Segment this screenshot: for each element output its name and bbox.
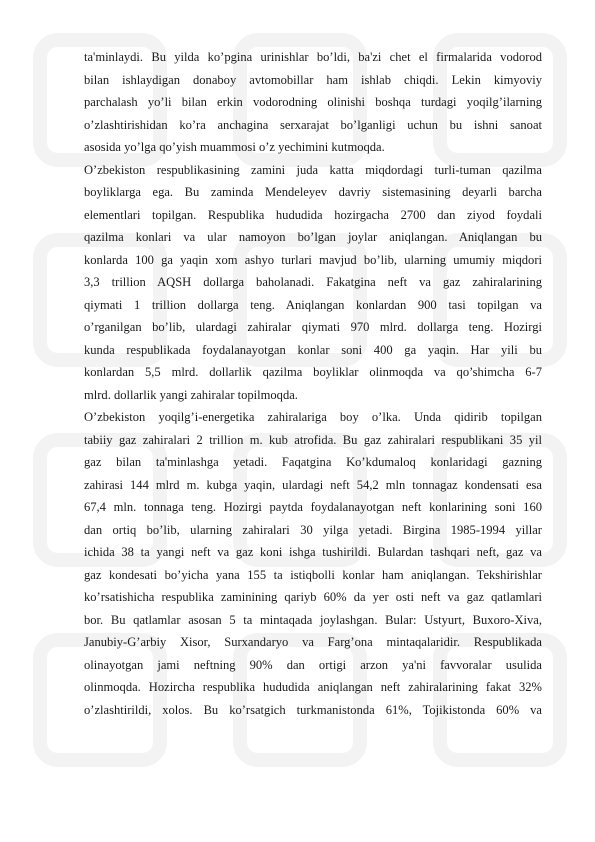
text-line: elementlari topilgan. Respublika hududida hozirgacha 2700 dan ziyod foydali — [84, 207, 542, 222]
text-line: ichida 38 ta yangi neft va gaz koni ishga tushirildi. Bulardan tashqari neft, gaz va — [84, 545, 542, 559]
text-line: O’zbekiston respublikasining zamini juda katta miqdordagi turli-tuman qazilma — [84, 162, 542, 177]
text-line: kunda respublikada foydalanayotgan konlar soni 400 ga yaqin. Har yili bu — [84, 342, 542, 357]
text-line: o’zlashtirildi, xolos. Bu ko’rsatgich turkmanistonda 61%, Tojikistonda 60% va — [84, 702, 542, 717]
text-line: gaz bilan ta'minlashga yetadi. Faqatgina Ko’kdumaloq konlaridagi gazning — [84, 455, 542, 469]
text-line: gaz kondesati bo’yicha yana 155 ta istiqbolli konlar ham aniqlangan. Tekshirishlar — [84, 567, 542, 582]
text-line: parchalash yo’li bilan erkin vodorodning olinishi boshqa turdagi yoqilg’ilarning — [84, 95, 542, 109]
text-line: qazilma konlari va ular namoyon bo’lgan joylar aniqlangan. Aniqlangan bu — [84, 230, 542, 244]
text-line: o’zlashtirishidan ko’ra anchagina serxarajat bo’lganligi uchun bu ishni sanoat — [84, 117, 542, 132]
text-line: boyliklarga ega. Bu zaminda Mendeleyev davriy sistemasining deyarli barcha — [84, 185, 542, 199]
text-line: Janubiy-G’arbiy Xisor, Surxandaryo va Farg’ona mintaqalaridir. Respublikada — [84, 635, 542, 649]
text-line: qiymati 1 trillion dollarga teng. Aniqlangan konlardan 900 tasi topilgan va — [84, 297, 542, 312]
text-line: 67,4 mln. tonnaga teng. Hozirgi paytda foydalanayotgan neft konlarining soni 160 — [84, 500, 542, 514]
text-line: 3,3 trillion AQSH dollarga baholanadi. Fakatgina neft va gaz zahiralarining — [84, 275, 542, 289]
document-body — [84, 46, 542, 721]
text-line: bor. Bu qatlamlar asosan 5 ta mintaqada joylashgan. Bular: Ustyurt, Buxoro-Xiva, — [84, 612, 542, 627]
text-line: asosida yo’lga qo’yish muammosi o’z yechimini kutmoqda. — [84, 140, 385, 154]
text-line: zahirasi 144 mlrd m. kubga yaqin, ulardagi neft 54,2 mln tonnagaz kondensati esa — [84, 477, 542, 492]
text-line: O’zbekiston yoqilg’i-energetika zahiralariga boy o’lka. Unda qidirib topilgan — [84, 410, 542, 424]
text-line: mlrd. dollarlik yangi zahiralar topilmoqda. — [84, 387, 298, 402]
text-line: olinayotgan jami neftning 90% dan ortigi arzon ya'ni favvoralar usulida — [84, 657, 542, 672]
text-line: dan ortiq bo’lib, ularning zahiralari 30 yilga yetadi. Birgina 1985-1994 yillar — [84, 522, 542, 537]
text-line: o’rganilgan bo’lib, ulardagi zahiralar qiymati 970 mlrd. dollarga teng. Hozirgi — [84, 320, 542, 334]
text-line: tabiiy gaz zahiralari 2 trillion m. kub atrofida. Bu gaz zahiralari respublikani 35 yil — [84, 432, 542, 447]
text-line: ko’rsatishicha respublika zaminining qariyb 60% da yer osti neft va gaz qatlamlari — [84, 590, 542, 604]
text-line: olinmoqda. Hozircha respublika hududida aniqlangan neft zahiralarining fakat 32% — [84, 680, 542, 694]
text-line: ta'minlaydi. Bu yilda ko’pgina urinishlar bo’ldi, ba'zi chet el firmalarida vodorod — [84, 50, 542, 64]
text-line: konlardan 5,5 mlrd. dollarlik qazilma boyliklar olinmoqda va qo’shimcha 6-7 — [84, 365, 542, 379]
text-line: konlarda 100 ga yaqin xom ashyo turlari mavjud bo’lib, ularning umumiy miqdori — [84, 252, 542, 267]
text-line: bilan ishlaydigan donaboy avtomobillar ham ishlab chiqdi. Lekin kimyoviy — [84, 72, 542, 87]
